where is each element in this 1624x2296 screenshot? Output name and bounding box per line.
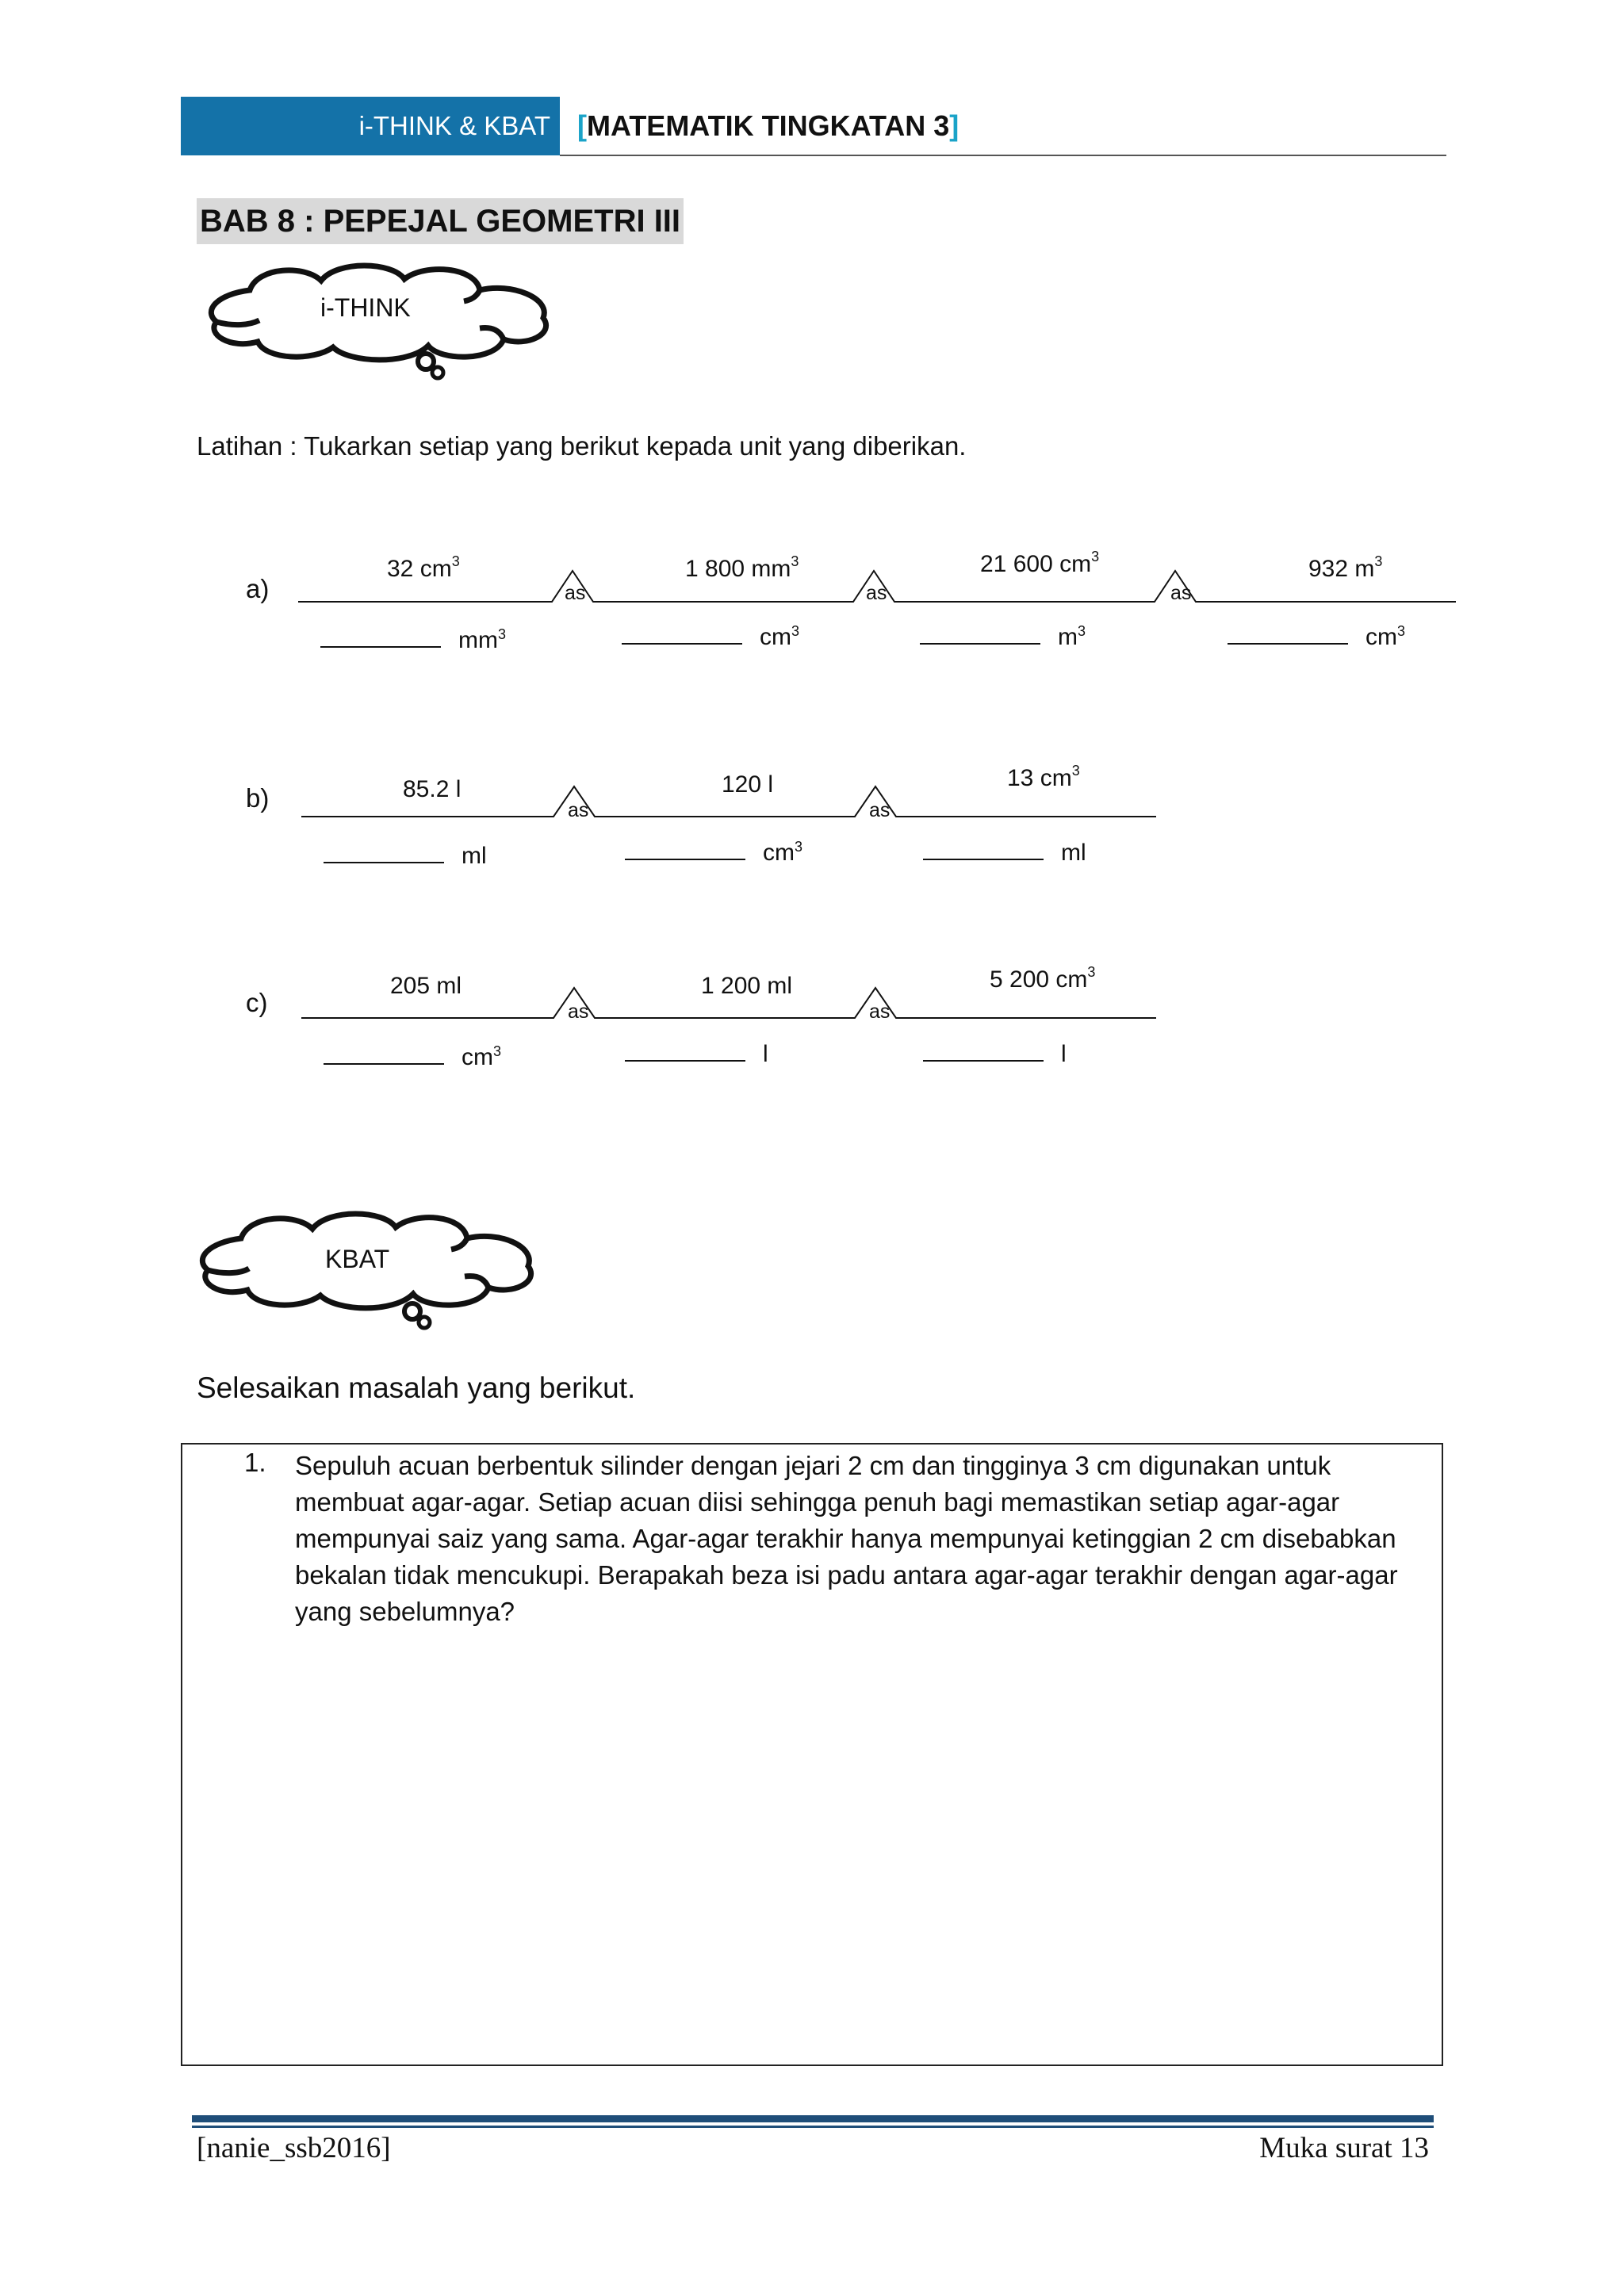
exercise-instruction: Latihan : Tukarkan setiap yang berikut kepada unit yang diberikan. (197, 431, 967, 461)
answer-field[interactable]: ml (324, 842, 487, 870)
answer-field[interactable]: $cm^3$ (1228, 623, 1405, 651)
header-rule (560, 155, 1446, 156)
question-value: 205 ml (390, 973, 462, 999)
header-left-text: i-THINK & KBAT (358, 111, 550, 140)
kbat-instruction: Selesaikan masalah yang berikut. (197, 1372, 636, 1404)
row-label-b: b) (246, 783, 270, 813)
answer-blank[interactable] (923, 843, 1044, 860)
header-bracket-open: [ (577, 109, 587, 142)
question-value: 32 $cm^3$ (387, 553, 460, 582)
answer-field[interactable]: $cm^3$ (324, 1043, 501, 1071)
answer-blank[interactable] (920, 627, 1040, 645)
question-value: 21 600 $cm^3$ (980, 549, 1100, 577)
as-label: as (869, 799, 891, 821)
answer-blank[interactable] (923, 1044, 1044, 1062)
answer-blank[interactable] (625, 1044, 745, 1062)
answer-blank[interactable] (1228, 627, 1348, 645)
question-value: 13 $cm^3$ (1007, 763, 1080, 791)
answer-field[interactable]: l (923, 1040, 1067, 1068)
row-label-a: a) (246, 574, 270, 603)
answer-field[interactable]: ml (923, 839, 1086, 867)
answer-field[interactable]: $mm^3$ (320, 626, 506, 654)
header-bracket-close: ] (949, 109, 959, 142)
answer-field[interactable]: l (625, 1040, 768, 1068)
answer-field[interactable]: $cm^3$ (622, 623, 799, 651)
answer-blank[interactable] (625, 843, 745, 860)
chapter-title: BAB 8 : PEPEJAL GEOMETRI III (197, 198, 684, 244)
kbat-cloud-label: KBAT (325, 1245, 390, 1273)
footer-rule-thick (192, 2115, 1434, 2122)
header-title-text: MATEMATIK TINGKATAN 3 (587, 109, 950, 142)
ithink-cloud-label: i-THINK (320, 293, 411, 322)
answer-blank[interactable] (324, 1047, 444, 1065)
row-label-c: c) (246, 988, 268, 1017)
question-value: 1 200 ml (701, 973, 793, 999)
question-value: 1 800 $mm^3$ (685, 553, 799, 582)
as-label: as (565, 582, 586, 604)
answer-field[interactable]: $m^3$ (920, 623, 1086, 651)
answer-field[interactable]: $cm^3$ (625, 839, 802, 867)
footer-page-number: Muka surat 13 (1259, 2132, 1429, 2164)
as-label: as (1170, 582, 1192, 604)
as-label: as (866, 582, 887, 604)
question-value: 5 200 $cm^3$ (990, 964, 1096, 993)
question-value: 120 l (722, 771, 774, 798)
footer-author: [nanie_ssb2016] (197, 2132, 391, 2164)
as-label: as (568, 1001, 589, 1023)
question-value: 85.2 l (403, 776, 462, 802)
as-label: as (869, 1001, 891, 1023)
problem-number: 1. (244, 1448, 266, 1477)
answer-blank[interactable] (320, 630, 441, 648)
footer-rule-thin (192, 2126, 1434, 2128)
answer-blank[interactable] (622, 627, 742, 645)
question-value: 932 $m^3$ (1308, 553, 1383, 582)
answer-blank[interactable] (324, 846, 444, 863)
as-label: as (568, 799, 589, 821)
problem-text: Sepuluh acuan berbentuk silinder dengan jejari 2 cm dan tingginya 3 cm digunakan untuk membuat agar-agar. Setiap acuan diisi sehingga penuh bagi memastikan setiap agar-agar mempunyai saiz yang sama. Agar-agar terakhir hanya mempunyai ketinggian 2 cm disebabkan bekalan tidak mencukupi. Berapakah beza isi padu antara agar-agar terakhir dengan agar-agar yang sebelumnya? (295, 1451, 1398, 1626)
header-title (577, 97, 959, 155)
